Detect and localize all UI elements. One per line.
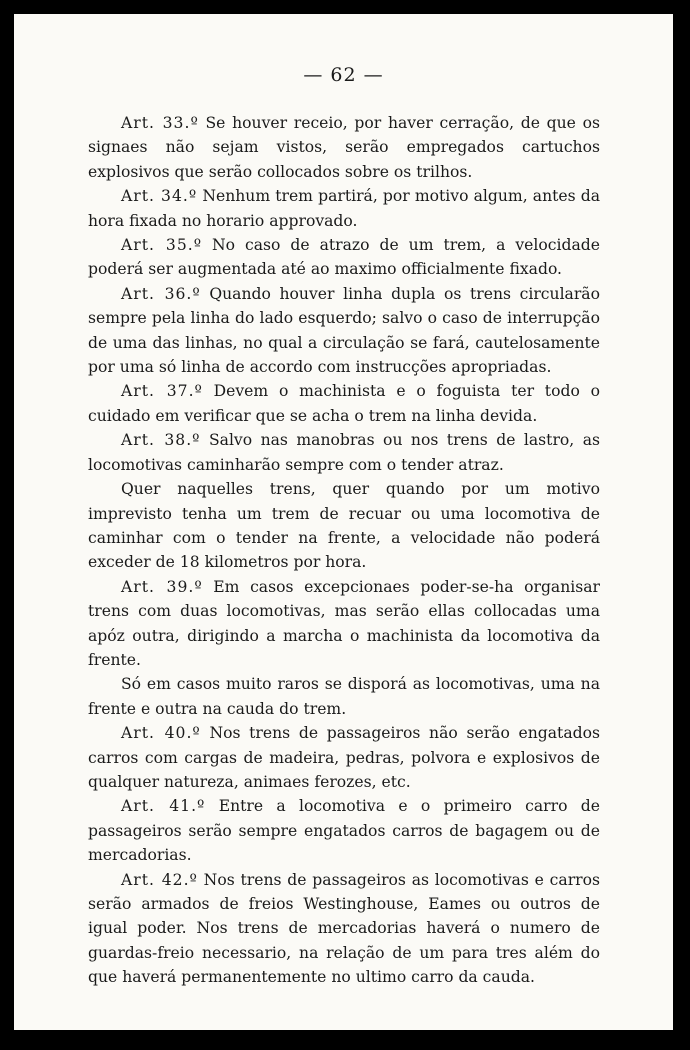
article-label: Art. 38.º [121, 431, 201, 450]
paragraph-art-39-cont [88, 672, 600, 721]
paragraph-text: Quando houver linha dupla os trens circularão sempre pela linha do lado esquerdo; salvo o caso de interrupção de uma das linhas, no qual a circulação se fará, cautelosamente por uma só linha de accordo com instrucções apropriadas. [88, 284, 600, 377]
paragraph-art-37 [88, 379, 600, 428]
paragraph-text: No caso de atrazo de um trem, a velocidade poderá ser augmentada até ao maximo officialmente fixado. [88, 236, 600, 279]
paragraph-text: Entre a locomotiva e o primeiro carro de passageiros serão sempre engatados carros de bagagem ou de mercadorias. [88, 797, 601, 865]
paragraph-art-38-cont [88, 477, 600, 575]
paragraph-art-36 [88, 282, 600, 380]
article-label: Art. 33.º [121, 114, 199, 132]
paragraph-art-41 [88, 794, 600, 867]
paragraph-art-39 [88, 575, 600, 673]
paragraph-art-38 [88, 428, 600, 477]
article-label: Art. 34.º [121, 187, 198, 206]
paragraph-text: Se houver receio, por haver cerração, de que os signaes não sejam vistos, serão empregados cartuchos explosivos que serão collocados sobre os trilhos. [88, 114, 600, 181]
article-label: Art. 40.º [121, 724, 201, 743]
paragraph-text: Salvo nas manobras ou nos trens de lastro, as locomotivas caminharão sempre com o tender atraz. [88, 431, 600, 474]
article-label: Art. 37.º [121, 382, 203, 401]
paragraph-text: Em casos excepcionaes poder-se-ha organisar trens com duas locomotivas, mas serão ellas collocadas uma apóz outra, dirigindo a marcha o machinista da locomotiva da frente. [88, 577, 601, 669]
article-label: Art. 36.º [121, 284, 201, 303]
article-label: Art. 42.º [121, 870, 198, 889]
paragraph-text: Nos trens de passageiros as locomotivas e carros serão armados de freios Westinghouse, Eames ou outros de igual poder. Nos trens de mercadorias haverá o numero de guardas-freio necessario, na relação de um para tres além do que haverá permanentemente no ultimo carro da cauda. [88, 870, 600, 987]
article-label: Art. 41.º [121, 797, 206, 816]
body-text [88, 111, 600, 990]
article-label: Art. 39.º [121, 577, 203, 596]
paragraph-art-42 [88, 868, 600, 990]
paragraph-art-40 [88, 721, 600, 794]
document-page [14, 14, 673, 1030]
page-number: — 62 — [303, 64, 384, 86]
paragraph-art-33 [88, 111, 600, 184]
paragraph-text: Só em casos muito raros se disporá as locomotivas, uma na frente e outra na cauda do trem. [88, 675, 600, 718]
paragraph-art-34 [88, 184, 600, 233]
paragraph-text: Quer naquelles trens, quer quando por um motivo imprevisto tenha um trem de recuar ou uma locomotiva de caminhar com o tender na frente, a velocidade não poderá exceder de 18 kilometros por hora. [88, 480, 600, 572]
paragraph-text: Nenhum trem partirá, por motivo algum, antes da hora fixada no horario approvado. [88, 187, 601, 230]
paragraph-text: Devem o machinista e o foguista ter todo o cuidado em verificar que se acha o trem na linha devida. [88, 382, 600, 425]
article-label: Art. 35.º [121, 236, 203, 255]
paragraph-text: Nos trens de passageiros não serão engatados carros com cargas de madeira, pedras, polvora e explosivos de qualquer natureza, animaes ferozes, etc. [88, 724, 600, 791]
paragraph-art-35 [88, 233, 600, 282]
